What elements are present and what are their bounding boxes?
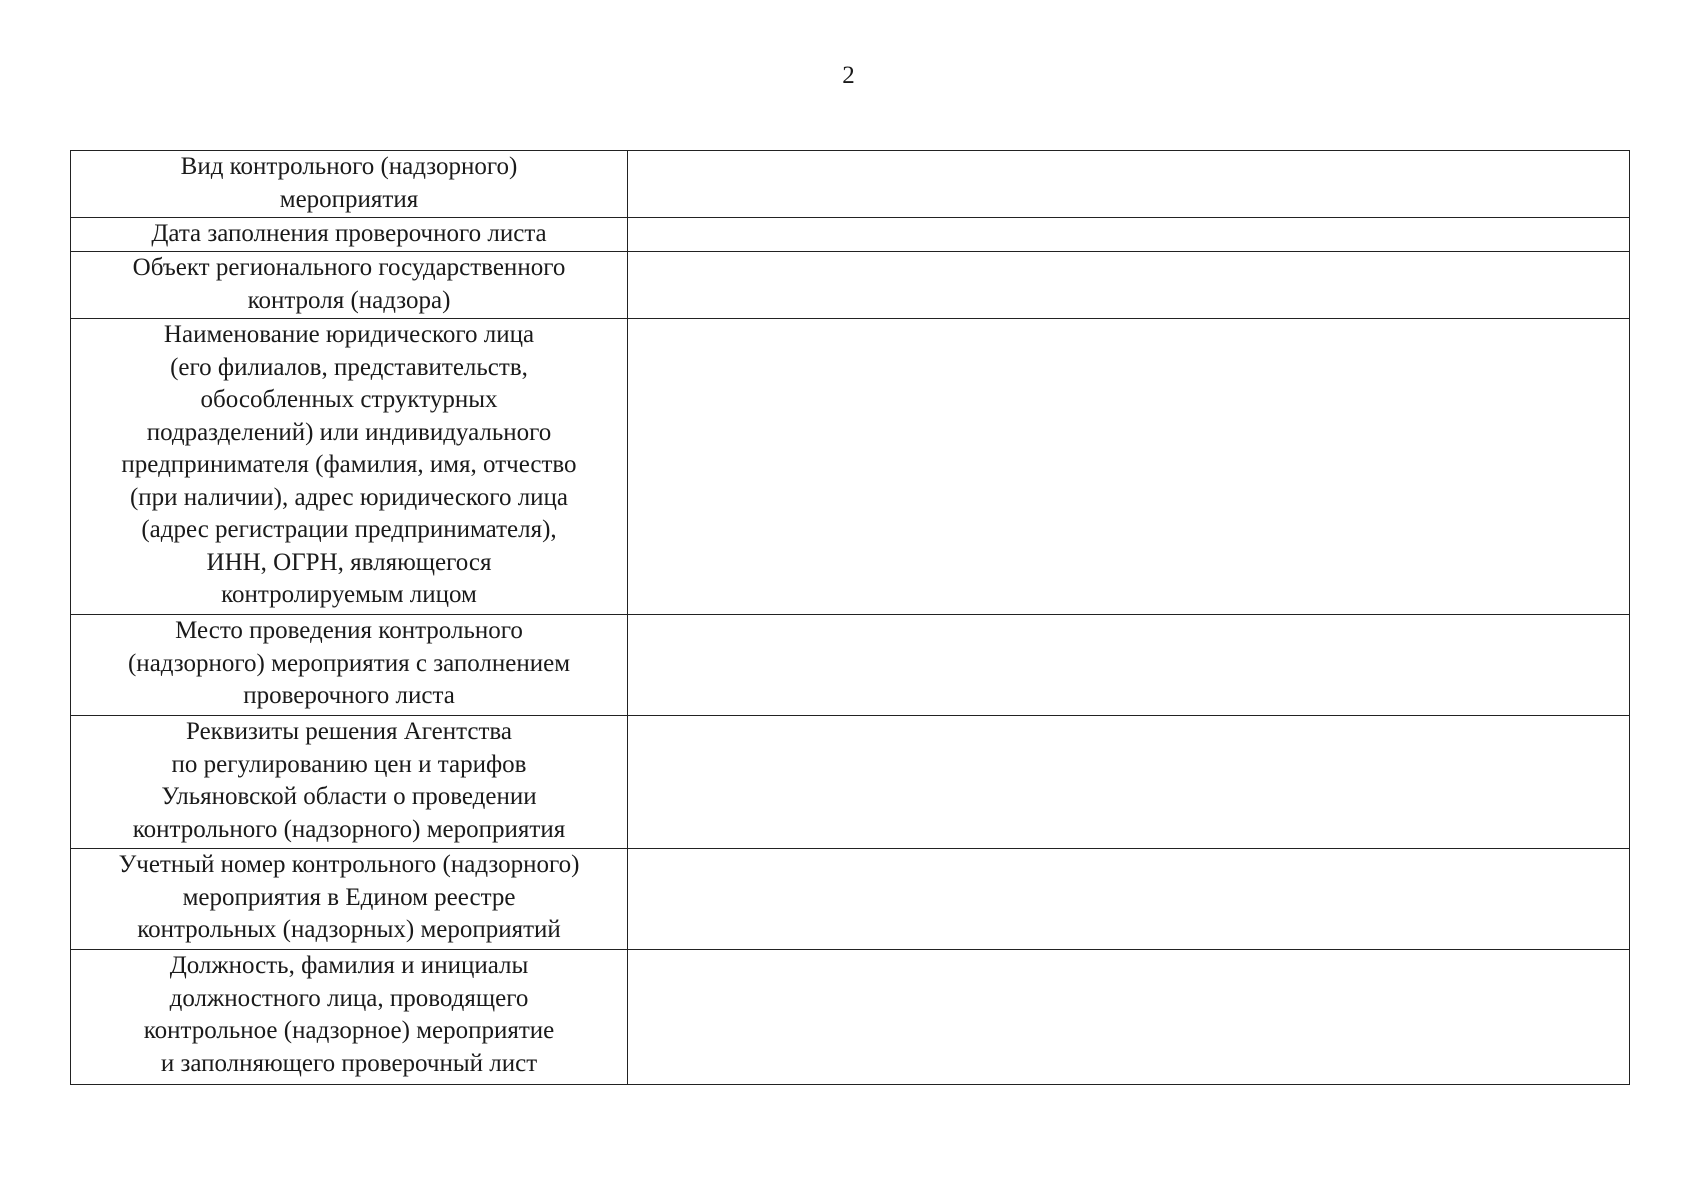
form-row-registry-number <box>71 849 1630 950</box>
form-label-inspection-place: Место проведения контрольного (надзорного) мероприятия с заполнением проверочного листа <box>71 615 628 716</box>
form-value-control-object[interactable] <box>628 252 1630 319</box>
form-row-official <box>71 950 1630 1085</box>
form-value-fill-date[interactable] <box>628 218 1630 252</box>
form-label-decision-details: Реквизиты решения Агентства по регулированию цен и тарифов Ульяновской области о проведении контрольного (надзорного) мероприятия <box>71 716 628 849</box>
form-label-inspection-type: Вид контрольного (надзорного) мероприятия <box>71 151 628 218</box>
form-label-controlled-entity: Наименование юридического лица (его филиалов, представительств, обособленных структурных подразделений) или индивидуального предпринимателя (фамилия, имя, отчество (при наличии), адрес юридического лица (адрес регистрации предпринимателя), ИНН, ОГРН, являющегося контролируемым лицом <box>71 319 628 615</box>
form-value-controlled-entity[interactable] <box>628 319 1630 615</box>
form-row-fill-date <box>71 218 1630 252</box>
form-row-inspection-type <box>71 151 1630 218</box>
form-value-decision-details[interactable] <box>628 716 1630 849</box>
form-value-inspection-type[interactable] <box>628 151 1630 218</box>
form-label-fill-date: Дата заполнения проверочного листа <box>71 218 628 252</box>
form-row-decision-details <box>71 716 1630 849</box>
form-value-registry-number[interactable] <box>628 849 1630 950</box>
form-label-official: Должность, фамилия и инициалы должностного лица, проводящего контрольное (надзорное) мероприятие и заполняющего проверочный лист <box>71 950 628 1085</box>
form-label-registry-number: Учетный номер контрольного (надзорного) мероприятия в Едином реестре контрольных (надзорных) мероприятий <box>71 849 628 950</box>
form-row-inspection-place <box>71 615 1630 716</box>
inspection-form-table <box>70 150 1630 1085</box>
form-value-inspection-place[interactable] <box>628 615 1630 716</box>
form-row-control-object <box>71 252 1630 319</box>
form-row-controlled-entity <box>71 319 1630 615</box>
page-number: 2 <box>842 62 855 89</box>
form-value-official[interactable] <box>628 950 1630 1085</box>
form-label-control-object: Объект регионального государственного контроля (надзора) <box>71 252 628 319</box>
